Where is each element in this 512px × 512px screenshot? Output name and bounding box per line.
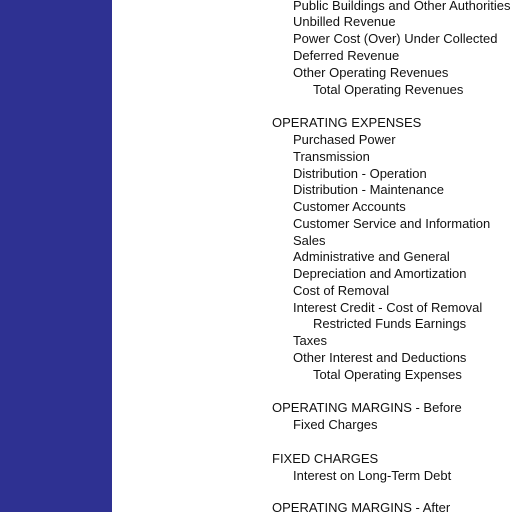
expense-item-taxes: Taxes [293,333,327,348]
expense-item-sales: Sales [293,233,326,248]
operating-expenses-heading: OPERATING EXPENSES [272,115,422,130]
fixed-charges-heading: FIXED CHARGES [272,451,379,466]
expense-item-other-interest: Other Interest and Deductions [293,350,467,365]
expense-subitem-restricted-funds: Restricted Funds Earnings [313,316,467,331]
margins-before-heading: OPERATING MARGINS - Before [272,400,462,415]
revenue-item-deferred: Deferred Revenue [293,48,400,63]
expense-item-customer-service: Customer Service and Information [293,216,491,231]
expense-item-distribution-operation: Distribution - Operation [293,166,427,181]
expense-item-distribution-maintenance: Distribution - Maintenance [293,182,445,197]
revenue-item-unbilled: Unbilled Revenue [293,14,396,29]
expense-item-admin-general: Administrative and General [293,249,450,264]
total-operating-expenses: Total Operating Expenses [313,367,462,382]
expense-item-purchased-power: Purchased Power [293,132,396,147]
revenue-item-public-buildings: Public Buildings and Other Authorities [293,0,511,13]
margins-before-fixed-charges: Fixed Charges [293,417,378,432]
sidebar-color-bar [0,0,112,512]
total-operating-revenues: Total Operating Revenues [313,82,464,97]
expense-item-cost-of-removal: Cost of Removal [293,283,390,298]
fixed-charges-interest-lt-debt: Interest on Long-Term Debt [293,468,452,483]
expense-item-customer-accounts: Customer Accounts [293,199,406,214]
revenue-item-other-operating: Other Operating Revenues [293,65,449,80]
margins-after-heading: OPERATING MARGINS - After [272,500,451,512]
expense-item-transmission: Transmission [293,149,370,164]
revenue-item-power-cost: Power Cost (Over) Under Collected [293,31,498,46]
expense-item-interest-credit: Interest Credit - Cost of Removal [293,300,483,315]
expense-item-depreciation: Depreciation and Amortization [293,266,467,281]
